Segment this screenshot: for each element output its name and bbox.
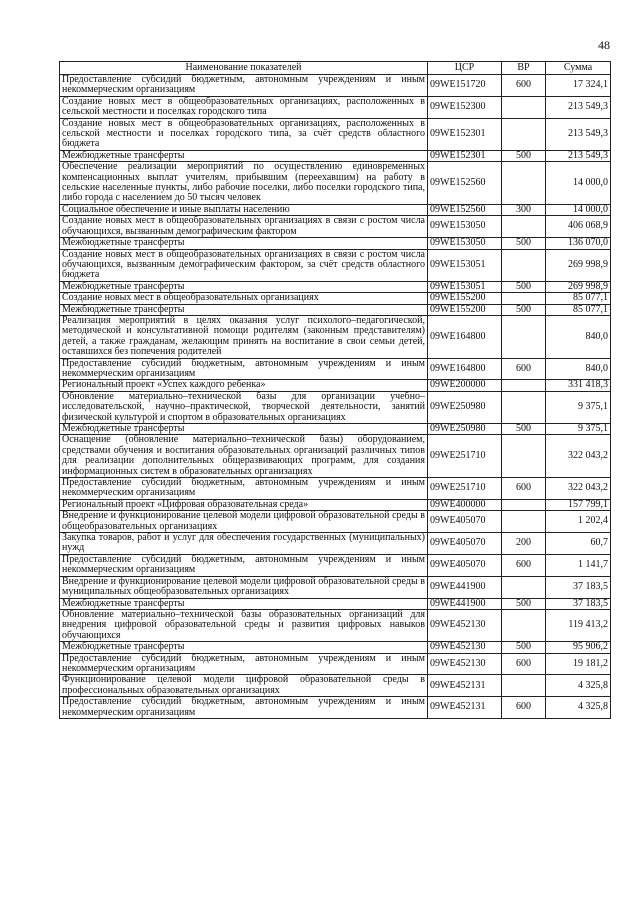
header-vr: ВР <box>502 62 546 75</box>
table-row <box>60 281 611 292</box>
row-csr: 09WE164800 <box>428 315 502 358</box>
table-row <box>60 598 611 609</box>
table-row <box>60 609 611 641</box>
row-sum: 157 799,1 <box>546 499 611 510</box>
row-sum: 37 183,5 <box>546 576 611 598</box>
row-vr <box>502 162 546 205</box>
row-name: Создание новых мест в общеобразовательных организациях, расположенных в сельской местности и поселках городского типа <box>60 96 428 118</box>
row-name: Межбюджетные трансферты <box>60 150 428 161</box>
row-vr <box>502 511 546 533</box>
row-sum: 37 183,5 <box>546 598 611 609</box>
row-csr: 09WE452131 <box>428 675 502 697</box>
row-csr: 09WE400000 <box>428 499 502 510</box>
row-vr <box>502 391 546 423</box>
row-csr: 09WE441900 <box>428 576 502 598</box>
row-name: Предоставление субсидий бюджетным, автономным учреждениям и иным некоммерческим организациям <box>60 75 428 97</box>
row-csr: 09WE250980 <box>428 424 502 435</box>
row-sum: 322 043,2 <box>546 435 611 478</box>
row-vr <box>502 249 546 281</box>
header-name: Наименование показателей <box>60 62 428 75</box>
row-name: Региональный проект «Успех каждого ребенка» <box>60 380 428 391</box>
row-sum: 269 998,9 <box>546 281 611 292</box>
row-csr: 09WE152560 <box>428 204 502 215</box>
row-vr: 500 <box>502 238 546 249</box>
row-sum: 213 549,3 <box>546 96 611 118</box>
row-vr: 500 <box>502 150 546 161</box>
row-sum: 60,7 <box>546 533 611 555</box>
table-row <box>60 642 611 653</box>
row-sum: 213 549,3 <box>546 150 611 161</box>
row-vr <box>502 675 546 697</box>
table-row <box>60 554 611 576</box>
row-csr: 09WE405070 <box>428 533 502 555</box>
row-csr: 09WE452130 <box>428 653 502 675</box>
row-vr: 600 <box>502 358 546 380</box>
table-row <box>60 204 611 215</box>
row-csr: 09WE153051 <box>428 249 502 281</box>
row-csr: 09WE155200 <box>428 293 502 304</box>
row-name: Межбюджетные трансферты <box>60 642 428 653</box>
row-vr: 500 <box>502 304 546 315</box>
row-csr: 09WE152560 <box>428 162 502 205</box>
row-sum: 14 000,0 <box>546 204 611 215</box>
row-sum: 17 324,1 <box>546 75 611 97</box>
row-csr: 09WE251710 <box>428 478 502 500</box>
row-csr: 09WE452130 <box>428 609 502 641</box>
table-row <box>60 380 611 391</box>
row-csr: 09WE152300 <box>428 96 502 118</box>
header-csr: ЦСР <box>428 62 502 75</box>
table-row <box>60 675 611 697</box>
row-sum: 1 141,7 <box>546 554 611 576</box>
row-vr: 600 <box>502 697 546 719</box>
table-row <box>60 315 611 358</box>
table-row <box>60 511 611 533</box>
table-row <box>60 162 611 205</box>
row-name: Создание новых мест в общеобразовательных организациях в связи с ростом числа обучающихся, вызванным демографическим фактором, за счёт средств областного бюджета <box>60 249 428 281</box>
row-sum: 119 413,2 <box>546 609 611 641</box>
row-sum: 213 549,3 <box>546 118 611 150</box>
row-csr: 09WE153050 <box>428 216 502 238</box>
table-row <box>60 424 611 435</box>
row-name: Межбюджетные трансферты <box>60 598 428 609</box>
row-vr: 600 <box>502 554 546 576</box>
row-sum: 19 181,2 <box>546 653 611 675</box>
row-name: Внедрение и функционирование целевой модели цифровой образовательной среды в муниципальных общеобразовательных организациях <box>60 576 428 598</box>
row-sum: 406 068,9 <box>546 216 611 238</box>
row-csr: 09WE164800 <box>428 358 502 380</box>
row-vr <box>502 499 546 510</box>
table-row <box>60 249 611 281</box>
table-row <box>60 96 611 118</box>
row-csr: 09WE153050 <box>428 238 502 249</box>
row-sum: 840,0 <box>546 315 611 358</box>
row-sum: 322 043,2 <box>546 478 611 500</box>
table-row <box>60 533 611 555</box>
row-csr: 09WE251710 <box>428 435 502 478</box>
table-row <box>60 304 611 315</box>
row-name: Закупка товаров, работ и услуг для обеспечения государственных (муниципальных) нужд <box>60 533 428 555</box>
row-csr: 09WE452131 <box>428 697 502 719</box>
row-name: Обновление материально–технической базы образовательных организаций для внедрения цифровой образовательной среды и развития цифровых навыков обучающихся <box>60 609 428 641</box>
budget-table <box>59 61 611 719</box>
page-number: 48 <box>598 38 610 52</box>
row-name: Реализация мероприятий в целях оказания услуг психолого–педагогической, методической и консультативной помощи родителям (законным представителям) детей, а также гражданам, желающим принять на воспитание в свои семьи детей, оставшихся без попечения родителей <box>60 315 428 358</box>
row-sum: 840,0 <box>546 358 611 380</box>
table-row <box>60 358 611 380</box>
row-vr <box>502 380 546 391</box>
row-sum: 331 418,3 <box>546 380 611 391</box>
row-csr: 09WE441900 <box>428 598 502 609</box>
table-row <box>60 435 611 478</box>
row-sum: 14 000,0 <box>546 162 611 205</box>
row-name: Обеспечение реализации мероприятий по осуществлению единовременных компенсационных выплат учителям, прибывшим (переехавшим) на работу в сельские населенные пункты, либо рабочие поселки, либо поселки городского типа, либо города с населением до 50 тысяч человек <box>60 162 428 205</box>
row-vr: 500 <box>502 281 546 292</box>
table-row <box>60 216 611 238</box>
row-vr: 500 <box>502 642 546 653</box>
row-sum: 269 998,9 <box>546 249 611 281</box>
row-sum: 85 077,1 <box>546 293 611 304</box>
row-csr: 09WE200000 <box>428 380 502 391</box>
row-sum: 95 906,2 <box>546 642 611 653</box>
row-name: Региональный проект «Цифровая образовательная среда» <box>60 499 428 510</box>
table-row <box>60 238 611 249</box>
row-vr <box>502 576 546 598</box>
row-sum: 9 375,1 <box>546 391 611 423</box>
row-csr: 09WE452130 <box>428 642 502 653</box>
row-vr: 500 <box>502 424 546 435</box>
row-vr <box>502 435 546 478</box>
row-name: Внедрение и функционирование целевой модели цифровой образовательной среды в общеобразовательных организациях <box>60 511 428 533</box>
row-csr: 09WE405070 <box>428 554 502 576</box>
row-name: Межбюджетные трансферты <box>60 238 428 249</box>
row-vr <box>502 96 546 118</box>
row-vr: 600 <box>502 653 546 675</box>
row-csr: 09WE250980 <box>428 391 502 423</box>
row-name: Создание новых мест в общеобразовательных организациях, расположенных в сельской местности и поселках городского типа, за счёт средств областного бюджета <box>60 118 428 150</box>
row-name: Предоставление субсидий бюджетным, автономным учреждениям и иным некоммерческим организациям <box>60 554 428 576</box>
row-name: Предоставление субсидий бюджетным, автономным учреждениям и иным некоммерческим организациям <box>60 653 428 675</box>
row-csr: 09WE151720 <box>428 75 502 97</box>
row-vr <box>502 293 546 304</box>
row-name: Межбюджетные трансферты <box>60 424 428 435</box>
row-sum: 1 202,4 <box>546 511 611 533</box>
row-csr: 09WE153051 <box>428 281 502 292</box>
row-vr: 300 <box>502 204 546 215</box>
row-name: Оснащение (обновление материально–технической базы) оборудованием, средствами обучения и воспитания образовательных организаций различных типов для реализации дополнительных общеразвивающих программ, для создания информационных систем в образовательных организациях <box>60 435 428 478</box>
table-row <box>60 499 611 510</box>
row-name: Функционирование целевой модели цифровой образовательной среды в профессиональных образовательных организациях <box>60 675 428 697</box>
header-sum: Сумма <box>546 62 611 75</box>
row-name: Предоставление субсидий бюджетным, автономным учреждениям и иным некоммерческим организациям <box>60 358 428 380</box>
row-name: Создание новых мест в общеобразовательных организациях в связи с ростом числа обучающихся, вызванным демографическим фактором <box>60 216 428 238</box>
row-sum: 4 325,8 <box>546 697 611 719</box>
row-name: Предоставление субсидий бюджетным, автономным учреждениям и иным некоммерческим организациям <box>60 478 428 500</box>
row-name: Обновление материально–технической базы для организации учебно–исследовательской, научно–практической, творческой деятельности, занятий физической культурой и спортом в образовательных организациях <box>60 391 428 423</box>
row-vr: 500 <box>502 598 546 609</box>
row-csr: 09WE152301 <box>428 118 502 150</box>
row-vr: 200 <box>502 533 546 555</box>
row-sum: 136 070,0 <box>546 238 611 249</box>
table-row <box>60 697 611 719</box>
row-sum: 9 375,1 <box>546 424 611 435</box>
table-row <box>60 653 611 675</box>
table-row <box>60 75 611 97</box>
row-sum: 4 325,8 <box>546 675 611 697</box>
row-csr: 09WE405070 <box>428 511 502 533</box>
table-row <box>60 478 611 500</box>
table-body <box>60 75 611 719</box>
table-row <box>60 391 611 423</box>
row-vr <box>502 216 546 238</box>
table-header-row <box>60 62 611 75</box>
row-name: Межбюджетные трансферты <box>60 304 428 315</box>
table-row <box>60 150 611 161</box>
table-row <box>60 118 611 150</box>
row-name: Предоставление субсидий бюджетным, автономным учреждениям и иным некоммерческим организациям <box>60 697 428 719</box>
table-row <box>60 576 611 598</box>
row-name: Создание новых мест в общеобразовательных организациях <box>60 293 428 304</box>
row-vr: 600 <box>502 478 546 500</box>
row-sum: 85 077,1 <box>546 304 611 315</box>
row-vr <box>502 609 546 641</box>
table-row <box>60 293 611 304</box>
row-name: Межбюджетные трансферты <box>60 281 428 292</box>
row-csr: 09WE155200 <box>428 304 502 315</box>
row-vr: 600 <box>502 75 546 97</box>
row-vr <box>502 118 546 150</box>
row-name: Социальное обеспечение и иные выплаты населению <box>60 204 428 215</box>
row-csr: 09WE152301 <box>428 150 502 161</box>
row-vr <box>502 315 546 358</box>
